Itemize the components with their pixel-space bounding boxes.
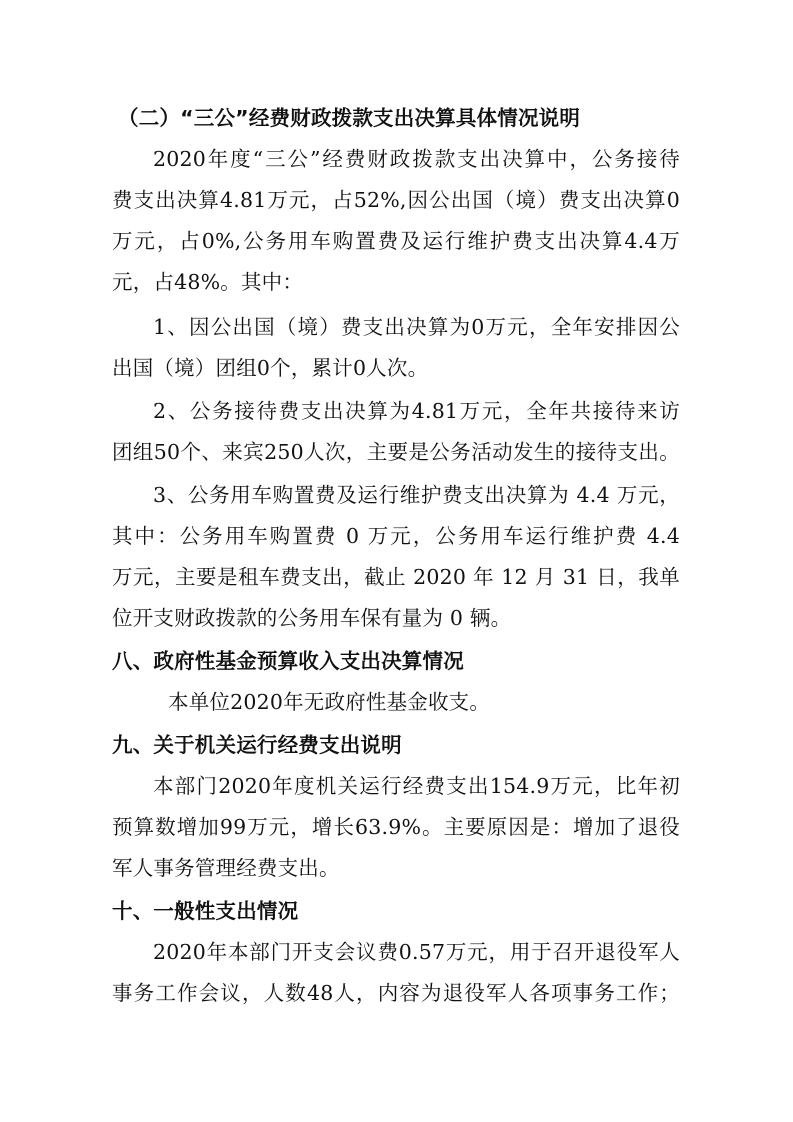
paragraph-line: 费支出决算4.81万元，占52%,因公出国（境）费支出决算0: [112, 188, 680, 212]
paragraph-line: 本部门2020年度机关运行经费支出154.9万元，比年初: [153, 774, 680, 798]
section-heading-general-expense: 十、一般性支出情况: [112, 899, 299, 923]
paragraph-line: 出国（境）团组0个，累计0人次。: [112, 356, 429, 380]
paragraph-line: 军人事务管理经费支出。: [112, 856, 340, 880]
paragraph-line: 事务工作会议，人数48人，内容为退役军人各项事务工作；: [112, 981, 680, 1005]
paragraph-line: 万元，占0%,公务用车购置费及运行维护费支出决算4.4万: [112, 229, 680, 253]
paragraph-line: 预算数增加99万元，增长63.9%。主要原因是：增加了退役: [112, 815, 680, 839]
paragraph-line: 万元，主要是租车费支出，截止 2020 年 12 月 31 日，我单: [112, 565, 680, 589]
section-heading-three-public: （二）“三公”经费财政拨款支出决算具体情况说明: [118, 106, 581, 130]
section-heading-operating-expense: 九、关于机关运行经费支出说明: [112, 733, 402, 757]
paragraph-line: 位开支财政拨款的公务用车保有量为 0 辆。: [112, 606, 512, 630]
paragraph-line: 其中：公务用车购置费 0 万元，公务用车运行维护费 4.4: [112, 524, 680, 548]
paragraph-line: 3、公务用车购置费及运行维护费支出决算为 4.4 万元，: [153, 483, 680, 507]
paragraph-line: 本单位2020年无政府性基金收支。: [168, 690, 491, 714]
paragraph-line: 2020年度“三公”经费财政拨款支出决算中，公务接待: [153, 147, 680, 171]
paragraph-line: 2020年本部门开支会议费0.57万元，用于召开退役军人: [153, 940, 680, 964]
paragraph-line: 2、公务接待费支出决算为4.81万元，全年共接待来访: [153, 399, 680, 423]
paragraph-line: 元，占48%。其中：: [112, 270, 304, 294]
paragraph-line: 1、因公出国（境）费支出决算为0万元，全年安排因公: [153, 315, 680, 339]
paragraph-line: 团组50个、来宾250人次，主要是公务活动发生的接待支出。: [112, 440, 680, 464]
section-heading-fund-budget: 八、政府性基金预算收入支出决算情况: [112, 649, 464, 673]
